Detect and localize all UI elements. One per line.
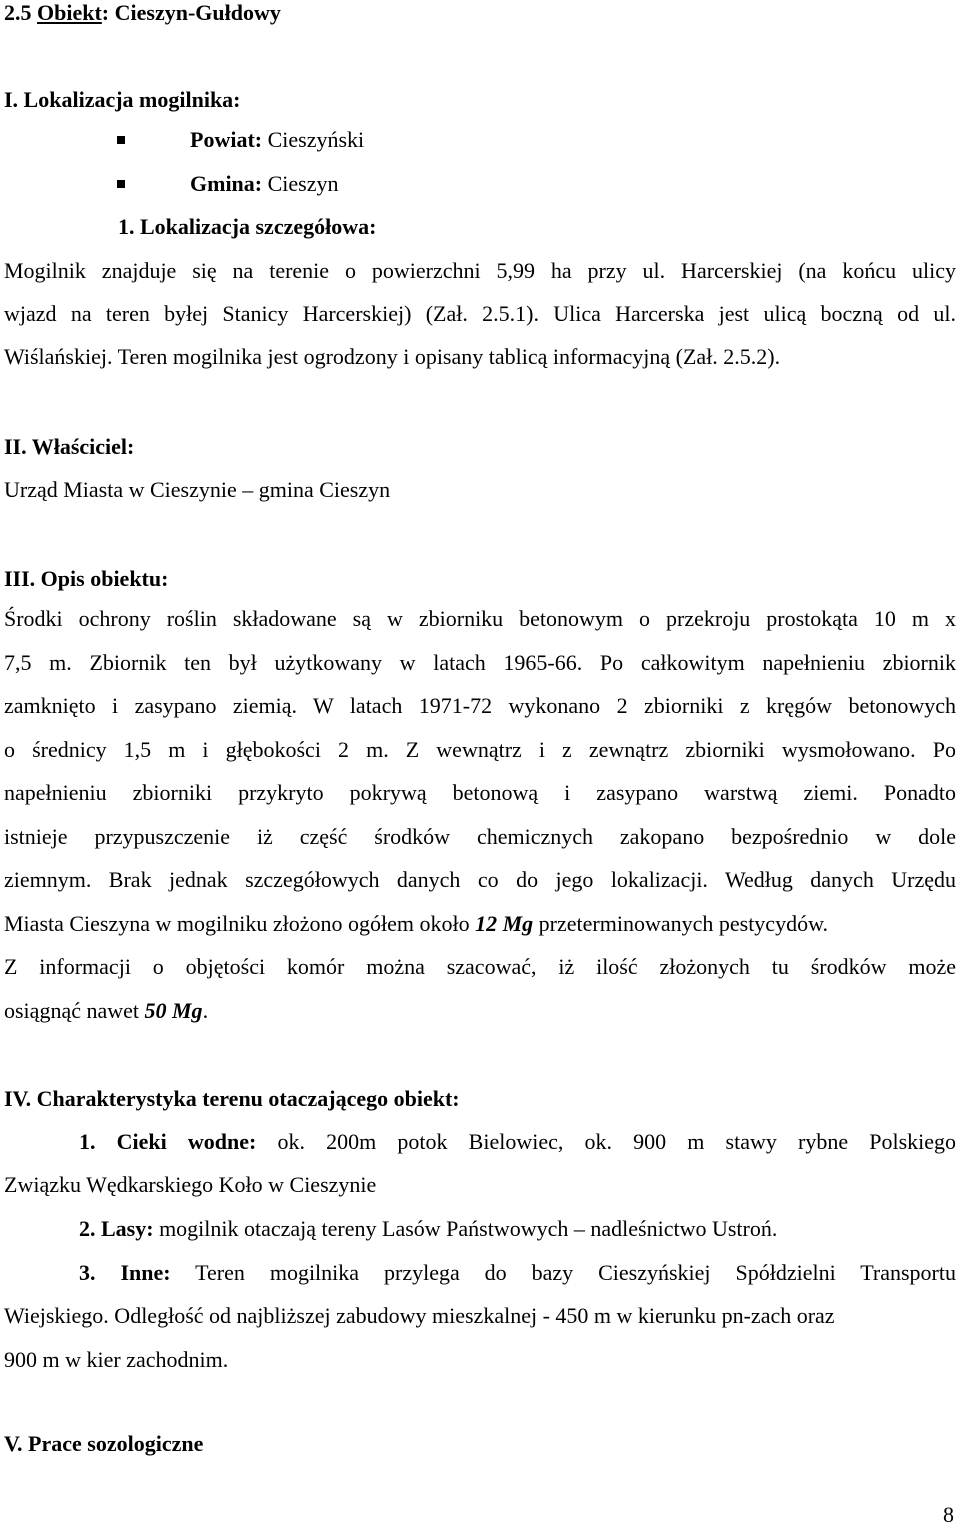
description-line-9: Z informacji o objętości komór można szacować, iż ilość złożonych tu środków może (4, 954, 956, 979)
item2-label: 2. Lasy: (79, 1216, 154, 1241)
gmina-value: Cieszyn (267, 171, 339, 196)
location-line-3: Wiślańskiej. Teren mogilnika jest ogrodzony i opisany tablicą informacyjną (Zał. 2.5.2). (4, 344, 781, 369)
amount-12mg: 12 Mg (475, 911, 534, 936)
amount-50mg: 50 Mg (144, 998, 203, 1023)
powiat-value: Cieszyński (267, 127, 365, 152)
location-line-1: Mogilnik znajduje się na terenie o powierzchni 5,99 ha przy ul. Harcerskiej (na końcu ulicy (4, 258, 956, 283)
square-bullet-icon (117, 136, 125, 144)
line8-text-after: przeterminowanych pestycydów. (533, 911, 829, 936)
item2-text: mogilnik otaczają tereny Lasów Państwowych – nadleśnictwo Ustroń. (153, 1216, 778, 1241)
description-line-6: istnieje przypuszczenie iż część środków chemicznych zakopano bezpośrednio w dole (4, 824, 956, 849)
owner-text: Urząd Miasta w Cieszynie – gmina Cieszyn (4, 477, 391, 502)
gmina-label: Gmina: (190, 171, 263, 196)
description-line-1: Środki ochrony roślin składowane są w zbiorniku betonowym o przekroju prostokąta 10 m x (4, 606, 956, 631)
surroundings-item-1-cont: Związku Wędkarskiego Koło w Cieszynie (4, 1172, 377, 1197)
description-line-10 (4, 998, 208, 1024)
description-line-4: o średnicy 1,5 m i głębokości 2 m. Z wewnątrz i z zewnątrz zbiorniki wysmołowano. Po (4, 737, 956, 762)
page-number: 8 (943, 1502, 954, 1527)
description-line-7: ziemnym. Brak jednak szczegółowych danych co do jego lokalizacji. Według danych Urzędu (4, 867, 956, 892)
description-line-2: 7,5 m. Zbiornik ten był użytkowany w latach 1965-66. Po całkowitym napełnieniu zbiornik (4, 650, 956, 675)
section-4-heading: IV. Charakterystyka terenu otaczającego obiekt: (4, 1086, 460, 1111)
section-5-heading: V. Prace sozologiczne (4, 1431, 204, 1456)
surroundings-item-1 (79, 1129, 956, 1155)
powiat-label: Powiat: (190, 127, 263, 152)
title-rest: : Cieszyn-Gułdowy (101, 0, 281, 25)
title-label: Obiekt (37, 0, 102, 25)
section-3-heading: III. Opis obiektu: (4, 566, 169, 591)
section-1-heading: I. Lokalizacja mogilnika: (4, 87, 241, 112)
surroundings-item-3-cont-1: Wiejskiego. Odległość od najbliższej zabudowy mieszkalnej - 450 m w kierunku pn-zach oraz (4, 1303, 835, 1328)
detail-location-heading: 1. Lokalizacja szczegółowa: (118, 214, 377, 239)
item3-label: 3. Inne: (79, 1260, 171, 1285)
surroundings-item-3 (79, 1260, 956, 1286)
item3-text: Teren mogilnika przylega do bazy Cieszyńskiej Spółdzielni Transportu (170, 1260, 956, 1285)
surroundings-item-3-cont-2: 900 m w kier zachodnim. (4, 1347, 229, 1372)
item1-label: 1. Cieki wodne: (79, 1129, 257, 1154)
section-2-heading: II. Właściciel: (4, 434, 135, 459)
line10-text-before: osiągnąć nawet (4, 998, 145, 1023)
location-line-2: wjazd na teren byłej Stanicy Harcerskiej) (Zał. 2.5.1). Ulica Harcerska jest ulicą boczną od ul. (4, 301, 956, 326)
line10-text-after: . (202, 998, 209, 1023)
description-line-8 (4, 911, 828, 937)
description-line-5: napełnieniu zbiorniki przykryto pokrywą betonową i zasypano warstwą ziemi. Ponadto (4, 780, 956, 805)
line8-text-before: Miasta Cieszyna w mogilniku złożono ogółem około (4, 911, 476, 936)
item1-text: ok. 200m potok Bielowiec, ok. 900 m stawy rybne Polskiego (256, 1129, 957, 1154)
square-bullet-icon (117, 180, 125, 188)
page-title (4, 0, 281, 26)
description-line-3: zamknięto i zasypano ziemią. W latach 1971-72 wykonano 2 zbiorniki z kręgów betonowych (4, 693, 956, 718)
title-number: 2.5 (4, 0, 32, 25)
surroundings-item-2 (79, 1216, 777, 1242)
